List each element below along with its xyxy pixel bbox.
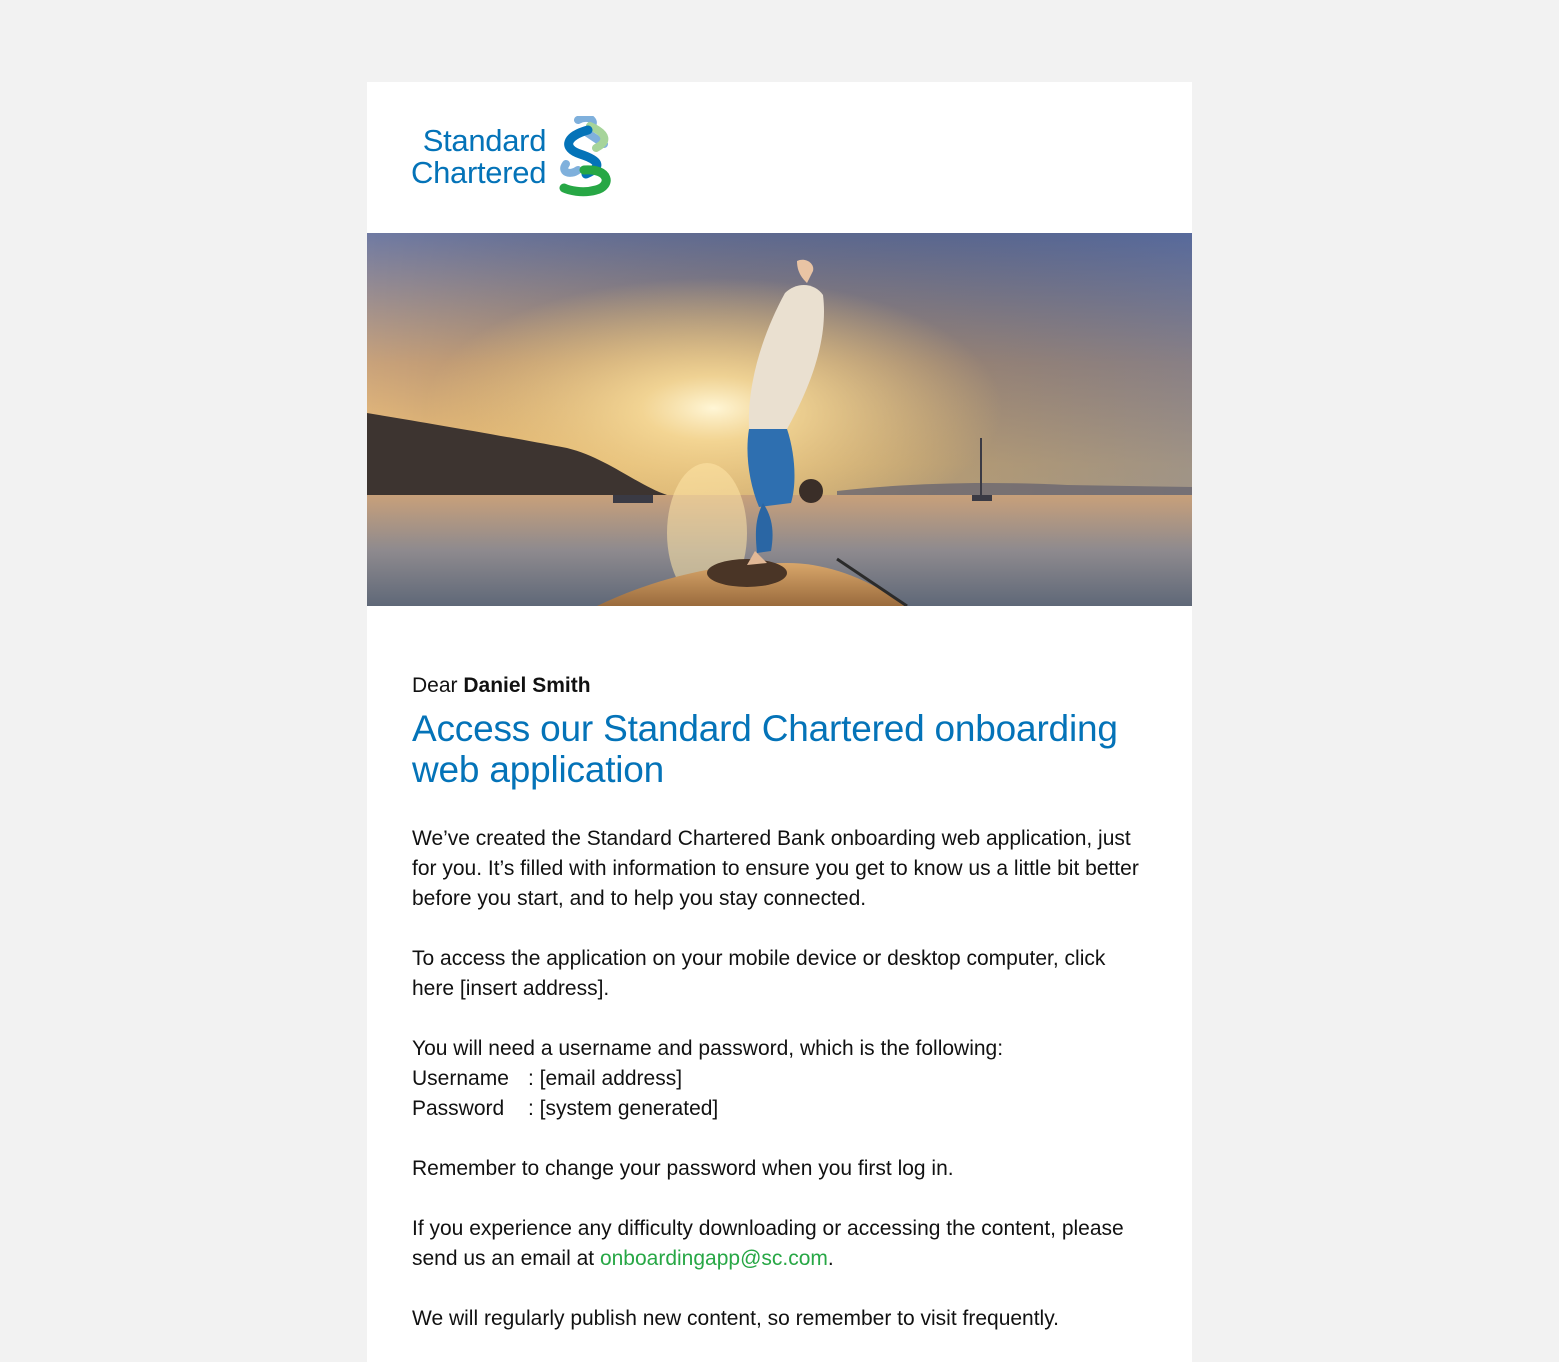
credentials-block (412, 1034, 1152, 1124)
credential-value: : [email address] (528, 1067, 683, 1090)
brand-line-2: Chartered (411, 155, 547, 190)
credential-row-username (412, 1064, 1152, 1094)
support-text-end: . (827, 1247, 834, 1270)
headline (412, 708, 1152, 790)
headline-line-2: web application (412, 749, 665, 790)
brand-ribbon-icon (556, 116, 612, 198)
email-body (412, 672, 1152, 1362)
support-email-link[interactable]: onboardingapp@sc.com (599, 1247, 828, 1270)
password-reminder: Remember to change your password when you first log in. (412, 1157, 954, 1180)
headline-line-1: Access our Standard Chartered onboarding (412, 708, 1118, 749)
email-card (367, 82, 1192, 1362)
hero-photo-handstand-boat (367, 233, 1192, 606)
brand-logo[interactable] (411, 116, 612, 198)
credential-label: Password (412, 1097, 505, 1120)
closing-paragraph: We will regularly publish new content, so remember to visit frequently. (412, 1307, 1060, 1330)
support-paragraph (412, 1214, 1152, 1274)
greeting-prefix: Dear (412, 674, 458, 697)
credentials-intro: You will need a username and password, which is the following: (412, 1037, 1004, 1060)
recipient-name: Daniel Smith (463, 674, 591, 697)
credential-label: Username (412, 1067, 509, 1090)
greeting (412, 672, 1152, 700)
support-text: If you experience any difficulty downloading or accessing the content, please send us an email at (412, 1217, 1124, 1270)
brand-wordmark (411, 125, 546, 189)
intro-paragraph: We’ve created the Standard Chartered Bank onboarding web application, just for you. It’s filled with information to ensure you get to know us a little bit better before you start, and to help you stay connected. (412, 827, 1139, 910)
access-paragraph: To access the application on your mobile device or desktop computer, click here [insert address]. (412, 947, 1106, 1000)
credential-row-password (412, 1094, 1152, 1124)
credential-value: : [system generated] (528, 1097, 719, 1120)
brand-line-1: Standard (422, 123, 547, 158)
